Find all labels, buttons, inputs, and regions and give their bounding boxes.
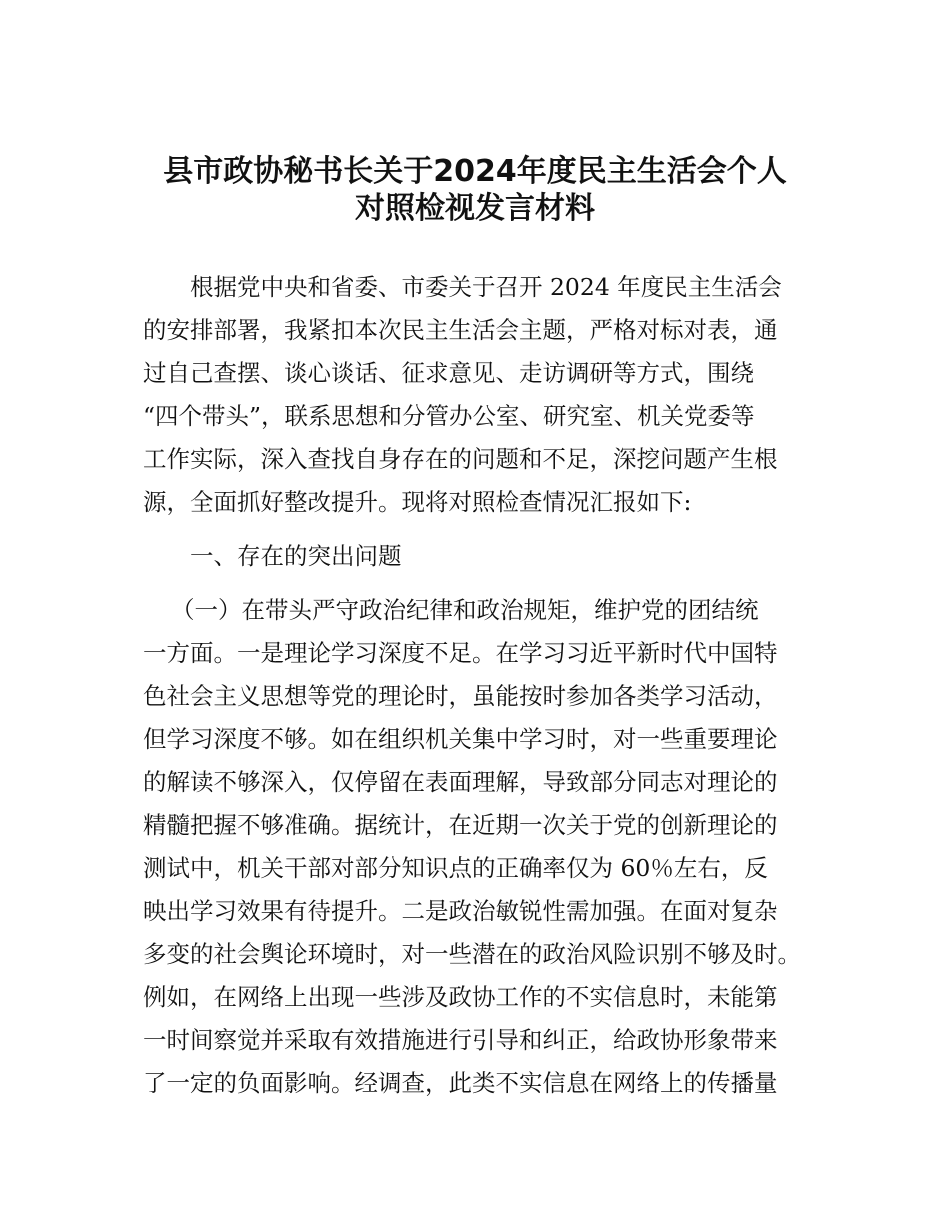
paragraph-line-8: 一方面。一是理论学习深度不足。在学习习近平新时代中国特 <box>143 639 778 667</box>
paragraph-line-13: 测试中，机关干部对部分知识点的正确率仅为 60％左右，反 <box>143 854 768 882</box>
paragraph-line-9: 色社会主义思想等党的理论时，虽能按时参加各类学习活动， <box>143 682 778 710</box>
paragraph-line-1: 根据党中央和省委、市委关于召开 2024 年度民主生活会 <box>190 273 782 301</box>
paragraph-line-12: 精髓把握不够准确。据统计，在近期一次关于党的创新理论的 <box>143 811 778 839</box>
paragraph-line-16: 例如，在网络上出现一些涉及政协工作的不实信息时，未能第 <box>143 983 778 1011</box>
paragraph-line-17: 一时间察觉并采取有效措施进行引导和纠正，给政协形象带来 <box>143 1026 778 1054</box>
section-heading: 一、存在的突出问题 <box>190 542 402 570</box>
paragraph-line-11: 的解读不够深入，仅停留在表面理解，导致部分同志对理论的 <box>143 768 778 796</box>
paragraph-line-15: 多变的社会舆论环境时，对一些潜在的政治风险识别不够及时。 <box>143 940 801 968</box>
paragraph-line-10: 但学习深度不够。如在组织机关集中学习时，对一些重要理论 <box>143 725 778 753</box>
paragraph-line-3: 过自己查摆、谈心谈话、征求意见、走访调研等方式，围绕 <box>143 359 754 387</box>
document-title-line-2: 对照检视发言材料 <box>355 191 595 226</box>
document-title-line-1: 县市政协秘书长关于2024年度民主生活会个人 <box>163 154 787 189</box>
paragraph-line-7: （一）在带头严守政治纪律和政治规矩，维护党的团结统 <box>171 596 759 624</box>
paragraph-line-5: 工作实际，深入查找自身存在的问题和不足，深挖问题产生根 <box>143 445 778 473</box>
paragraph-line-4: “四个带头”，联系思想和分管办公室、研究室、机关党委等 <box>143 402 755 430</box>
paragraph-line-18: 了一定的负面影响。经调查，此类不实信息在网络上的传播量 <box>143 1069 778 1097</box>
paragraph-line-2: 的安排部署，我紧扣本次民主生活会主题，严格对标对表，通 <box>143 316 778 344</box>
paragraph-line-14: 映出学习效果有待提升。二是政治敏锐性需加强。在面对复杂 <box>143 897 778 925</box>
paragraph-line-6: 源，全面抓好整改提升。现将对照检查情况汇报如下: <box>143 488 692 516</box>
